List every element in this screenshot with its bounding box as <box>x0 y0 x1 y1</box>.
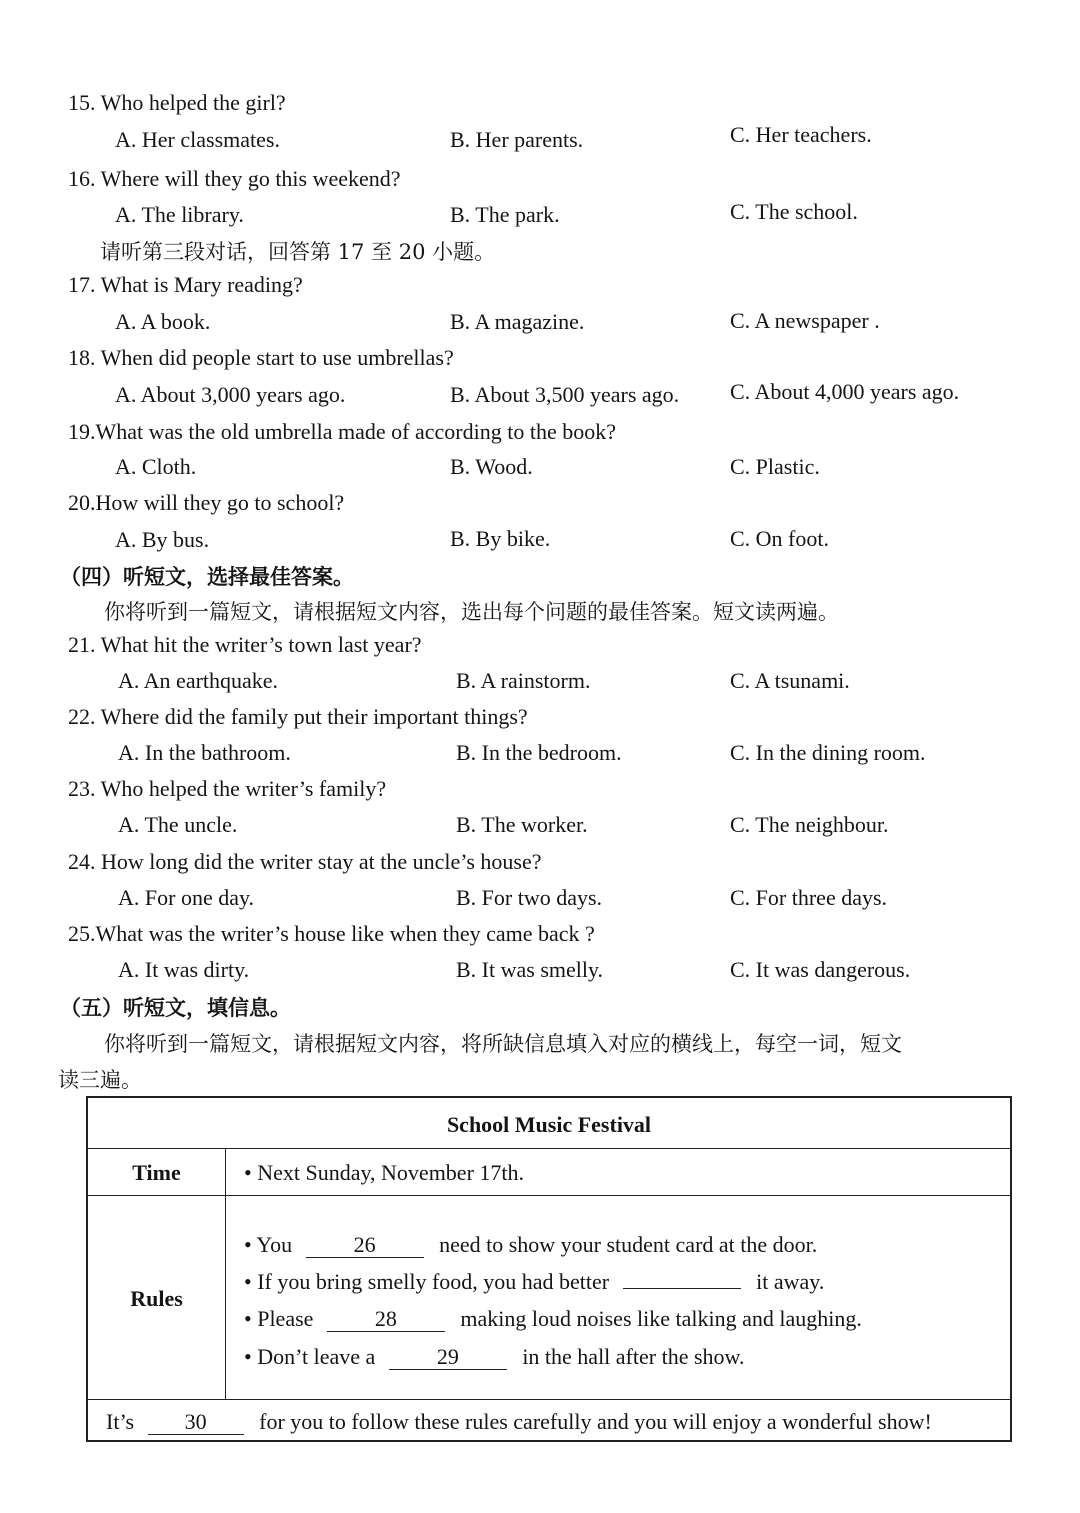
section5-instruction-line1: 你将听到一篇短文，请根据短文内容，将所缺信息填入对应的横线上，每空一词，短文 <box>104 1032 902 1056</box>
blank-27[interactable] <box>623 1288 741 1289</box>
question-16-option-b: B. The park. <box>450 202 560 227</box>
question-24-option-a: A. For one day. <box>118 885 255 910</box>
blank-26[interactable]: 26 <box>306 1233 424 1258</box>
time-value: • Next Sunday, November 17th. <box>244 1160 525 1185</box>
footer-text: for you to follow these rules carefully and you will enjoy a wonderful show! <box>259 1409 932 1434</box>
question-25-option-c: C. It was dangerous. <box>730 957 911 982</box>
question-17-option-a: A. A book. <box>115 309 211 334</box>
question-22-option-c: C. In the dining room. <box>730 740 926 765</box>
rule-text: • Don’t leave a <box>244 1344 376 1369</box>
question-22-stem: 22. Where did the family put their important things? <box>68 704 528 729</box>
question-17-option-c: C. A newspaper . <box>730 308 880 333</box>
section4-heading: （四）听短文，选择最佳答案。 <box>60 564 354 589</box>
question-19-option-c: C. Plastic. <box>730 454 820 479</box>
question-18-option-b: B. About 3,500 years ago. <box>450 382 680 407</box>
rule-text: need to show your student card at the door. <box>439 1232 818 1257</box>
question-25-option-b: B. It was smelly. <box>456 957 604 982</box>
question-17-stem: 17. What is Mary reading? <box>68 272 303 297</box>
question-25-option-a: A. It was dirty. <box>118 957 250 982</box>
question-20-option-b: B. By bike. <box>450 526 551 551</box>
table-footer <box>106 1409 932 1435</box>
rule-text: • Please <box>244 1306 314 1331</box>
question-21-stem: 21. What hit the writer’s town last year? <box>68 632 422 657</box>
question-19-option-a: A. Cloth. <box>115 454 197 479</box>
time-label: Time <box>132 1160 181 1185</box>
question-23-stem: 23. Who helped the writer’s family? <box>68 776 387 801</box>
table-column-divider <box>225 1148 226 1399</box>
table-divider <box>88 1195 1010 1196</box>
question-21-option-c: C. A tsunami. <box>730 668 850 693</box>
question-24-option-c: C. For three days. <box>730 885 888 910</box>
question-19-stem: 19.What was the old umbrella made of according to the book? <box>68 419 616 444</box>
question-20-option-a: A. By bus. <box>115 527 210 552</box>
question-23-option-b: B. The worker. <box>456 812 588 837</box>
table-divider <box>88 1148 1010 1149</box>
blank-28[interactable]: 28 <box>327 1307 445 1332</box>
question-24-option-b: B. For two days. <box>456 885 603 910</box>
question-21-option-a: A. An earthquake. <box>118 668 279 693</box>
rule-text: • If you bring smelly food, you had better <box>244 1269 610 1294</box>
question-16-option-a: A. The library. <box>115 202 244 227</box>
question-25-stem: 25.What was the writer’s house like when they came back ? <box>68 921 595 946</box>
question-17-option-b: B. A magazine. <box>450 309 585 334</box>
blank-30[interactable]: 30 <box>148 1410 244 1435</box>
rule-row <box>244 1232 817 1258</box>
question-16-option-c: C. The school. <box>730 199 858 224</box>
question-23-option-c: C. The neighbour. <box>730 812 889 837</box>
rule-row <box>244 1269 824 1295</box>
question-15-option-c: C. Her teachers. <box>730 122 872 147</box>
footer-text: It’s <box>106 1409 135 1434</box>
table-divider <box>88 1399 1010 1400</box>
rule-text: in the hall after the show. <box>522 1344 745 1369</box>
rule-row <box>244 1344 744 1370</box>
question-20-stem: 20.How will they go to school? <box>68 490 345 515</box>
question-21-option-b: B. A rainstorm. <box>456 668 591 693</box>
section4-instruction: 你将听到一篇短文，请根据短文内容，选出每个问题的最佳答案。短文读两遍。 <box>104 600 839 624</box>
rule-text: making loud noises like talking and laughing. <box>460 1306 862 1331</box>
question-15-option-a: A. Her classmates. <box>115 127 280 152</box>
dialogue3-instruction: 请听第三段对话，回答第 17 至 20 小题。 <box>100 240 496 264</box>
question-19-option-b: B. Wood. <box>450 454 533 479</box>
question-20-option-c: C. On foot. <box>730 526 829 551</box>
rule-text: it away. <box>756 1269 825 1294</box>
blank-29[interactable]: 29 <box>389 1345 507 1370</box>
question-15-stem: 15. Who helped the girl? <box>68 90 286 115</box>
rules-label: Rules <box>130 1286 183 1311</box>
question-22-option-b: B. In the bedroom. <box>456 740 622 765</box>
question-18-stem: 18. When did people start to use umbrellas? <box>68 345 454 370</box>
question-23-option-a: A. The uncle. <box>118 812 238 837</box>
section5-instruction-line2: 读三遍。 <box>58 1068 142 1092</box>
section5-heading: （五）听短文，填信息。 <box>60 995 291 1020</box>
rule-row <box>244 1306 862 1332</box>
table-title: School Music Festival <box>446 1112 652 1137</box>
question-24-stem: 24. How long did the writer stay at the uncle’s house? <box>68 849 542 874</box>
question-16-stem: 16. Where will they go this weekend? <box>68 166 401 191</box>
question-15-option-b: B. Her parents. <box>450 127 584 152</box>
rule-text: • You <box>244 1232 293 1257</box>
question-18-option-c: C. About 4,000 years ago. <box>730 379 960 404</box>
question-22-option-a: A. In the bathroom. <box>118 740 291 765</box>
question-18-option-a: A. About 3,000 years ago. <box>115 382 346 407</box>
